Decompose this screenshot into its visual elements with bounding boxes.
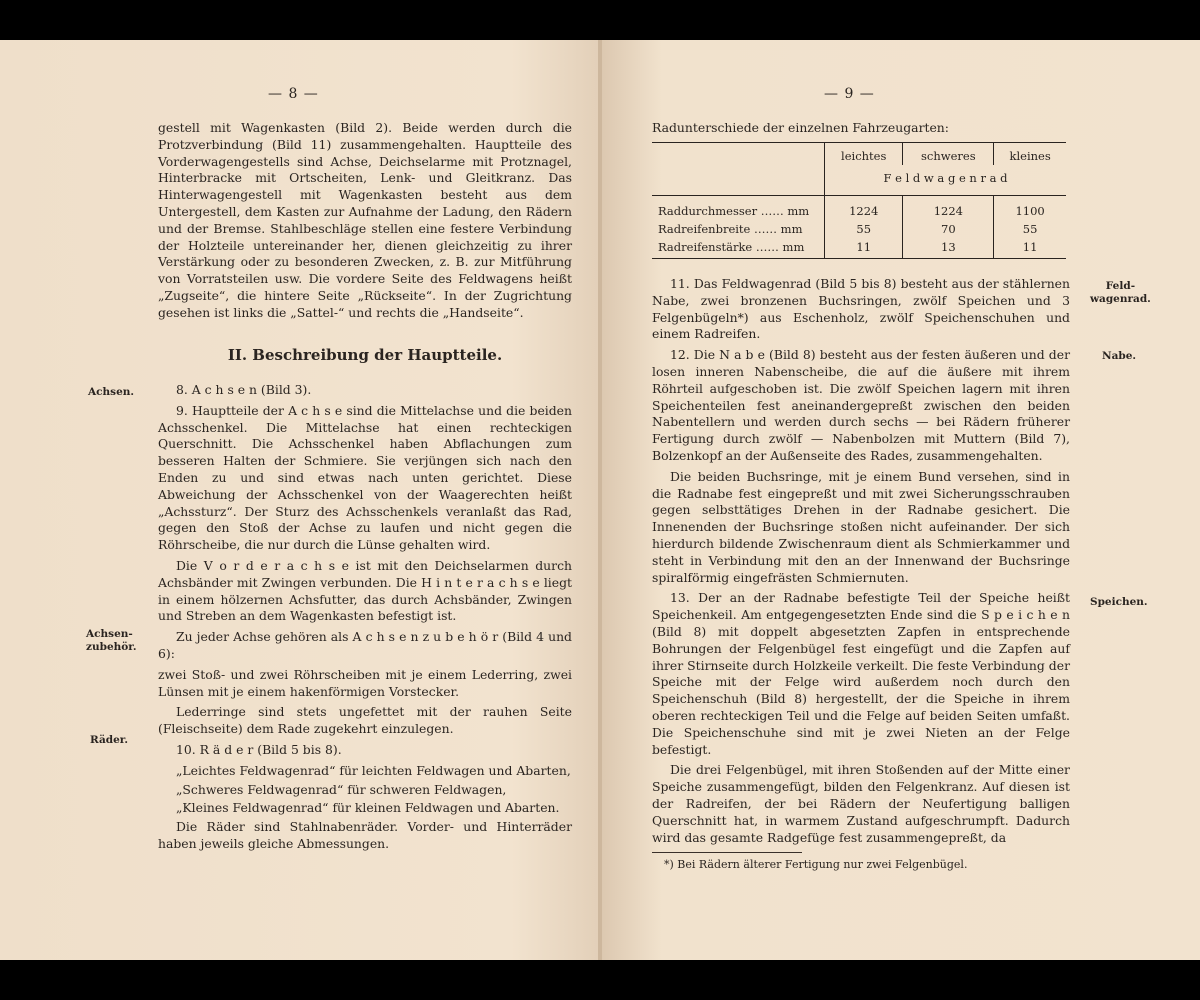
paragraph-lederringe: Lederringe sind stets ungefettet mit der rauhen Seite (Fleischseite) dem Rade zugekehrt einzulegen. [158, 704, 572, 737]
intro-paragraph: gestell mit Wagenkasten (Bild 2). Beide werden durch die Protzverbindung (Bild 11) zusammengehalten. Hauptteile des Vorderwagengestells sind Achse, Deichselarme mit Protznagel, Hinterbracke mit Ortscheiten, Lenk- und Gleitkranz. Das Hinterwagengestell mit Wagenkasten besteht aus dem Untergestell, dem Kasten zur Aufnahme der Ladung, den Rädern und der Bremse. Stahlbeschläge stellen eine festere Verbindung der Holzteile untereinander her, dienen gleichzeitig zu ihrer Verstärkung oder zu besonderen Zwecken, z. B. zur Mitführung von Vorratsteilen usw. Die vordere Seite des Feldwagens heißt „Zugseite“, die hintere Seite „Rückseite“. In der Zugrichtung gesehen ist links die „Sattel-“ und rechts die „Handseite“. [158, 120, 572, 320]
margin-note-zubehoer: Achsen- zubehör. [86, 628, 137, 653]
margin-note-feldwagenrad: Feld- wagenrad. [1090, 280, 1151, 305]
bottom-black-border [0, 960, 1200, 1000]
table-cell: 1224 [903, 196, 994, 221]
table-cell: 55 [994, 220, 1066, 238]
left-page-number: — 8 — [268, 86, 319, 102]
table-row [652, 196, 1066, 221]
group-header: F e l d w a g e n r a d [825, 165, 1067, 196]
paragraph-8: 8. A c h s e n (Bild 3). [176, 382, 312, 397]
wheel-dimensions-table [652, 142, 1066, 259]
margin-note-achsen: Achsen. [88, 386, 135, 398]
list-item: „Schweres Feldwagenrad“ für schweren Feldwagen, [176, 781, 507, 797]
paragraph-10: 10. R ä d e r (Bild 5 bis 8). [176, 741, 342, 757]
left-intro-text [158, 120, 572, 326]
paragraph-12: 12. Die N a b e (Bild 8) besteht aus der festen äußeren und der losen inneren Nabenscheibe, die auf die äußere mit ihrem Röhrteil aufgeschoben ist. Die zwölf Speichen lagern mit ihren Speichenteilen fest aneinandergepreßt zwischen den beiden Nabentellern und werden durch sechs — bei Rädern früherer Fertigung durch zwölf — Nabenbolzen mit Muttern (Bild 7), Bolzenkopf an der Außenseite des Rades, zusammengehalten. [652, 347, 1070, 463]
footnote-rule [652, 852, 802, 853]
table-cell: 13 [903, 238, 994, 259]
table-group-row [652, 165, 1066, 196]
book-spread [0, 40, 1200, 960]
row-label: Radreifenstärke …… mm [658, 240, 805, 254]
paragraph-vorderachse: Die V o r d e r a c h s e ist mit den Deichselarmen durch Achsbänder mit Zwingen verbunden. Die H i n t e r a c h s e liegt in einem hölzernen Achsfutter, das durch Achsbänder, Zwingen und Streben an dem Wagenkasten befestigt ist. [158, 557, 572, 624]
table-row [652, 238, 1066, 259]
table-cell: 55 [825, 220, 903, 238]
paragraph-zubehoer: Zu jeder Achse gehören als A c h s e n z u b e h ö r (Bild 4 und 6): [158, 629, 572, 661]
paragraph-13: 13. Der an der Radnabe befestigte Teil der Speiche heißt Speichenkeil. Am entgegengesetzten Ende sind die S p e i c h e n (Bild 8) mit doppelt abgesetzten Zapfen in entsprechende Bohrungen der Felgenbügel fest eingefügt und die Zapfen auf ihrer Stirnseite durch Holzkeile verkeilt. Die feste Verbindung der Speiche mit der Felge wird außerdem noch durch den Speichenschuh (Bild 8) hergestellt, der die Speiche in ihrem oberen rechteckigen Teil und die Felge auf beiden Seiten umfaßt. Die Speichenschuhe sind mit je zwei Nieten an der Felge befestigt. [652, 590, 1070, 757]
paragraph-buchsringe: Die beiden Buchsringe, mit je einem Bund versehen, sind in die Radnabe fest eingepreßt und mit zwei Sicherungsschrauben gegen selbsttätiges Drehen in der Radnabe gesichert. Die Innenenden der Buchsringe stoßen nicht aufeinander. Der sich hierdurch bildende Zwischenraum dient als Schmierkammer und steht in Verbindung mit den an der Innenwand der Buchsringe spiralförmig eingefrästen Schmiernuten. [652, 468, 1070, 585]
paragraph-raeder: Die Räder sind Stahlnabenräder. Vorder- und Hinterräder haben jeweils gleiche Abmessungen. [158, 819, 572, 851]
table-corner-cell [652, 143, 825, 166]
table-title: Radunterschiede der einzelnen Fahrzeugarten: [652, 120, 949, 135]
paragraph-scheiben: zwei Stoß- und zwei Röhrscheiben mit je einem Lederring, zwei Lünsen mit je einem hakenförmigen Vorstecker. [158, 666, 572, 699]
left-page [0, 40, 602, 960]
col-header: schweres [903, 143, 994, 166]
table-row [652, 220, 1066, 238]
table-cell: 1224 [825, 196, 903, 221]
col-header: kleines [994, 143, 1066, 166]
list-item: „Leichtes Feldwagenrad“ für leichten Feldwagen und Abarten, [176, 762, 571, 778]
margin-note-nabe: Nabe. [1102, 350, 1137, 362]
right-page-number: — 9 — [824, 86, 875, 102]
table-cell: 1100 [994, 196, 1066, 221]
margin-note-raeder: Räder. [90, 734, 129, 746]
margin-note-speichen: Speichen. [1090, 596, 1148, 608]
paragraph-felgenbuegel: Die drei Felgenbügel, mit ihren Stoßenden auf der Mitte einer Speiche zusammengefügt, bilden den Felgenkranz. Auf diesen ist der Radreifen, der bei Rädern der Neufertigung balligen Querschnitt hat, in warmem Zustand aufgeschrumpft. Dadurch wird das gesamte Radgefüge fest zusammengepreßt, da [652, 762, 1070, 845]
row-label: Radreifenbreite …… mm [658, 222, 803, 236]
footnote: *) Bei Rädern älterer Fertigung nur zwei Felgenbügel. [664, 858, 968, 871]
section-heading: II. Beschreibung der Hauptteile. [227, 346, 503, 364]
table-cell: 11 [994, 238, 1066, 259]
top-black-border [0, 0, 1200, 40]
list-item: „Kleines Feldwagenrad“ für kleinen Feldwagen und Abarten. [176, 800, 560, 816]
paragraph-9: 9. Hauptteile der A c h s e sind die Mittelachse und die beiden Achsschenkel. Die Mittelachse hat einen rechteckigen Querschnitt. Die Achsschenkel haben Abflachungen zum besseren Halten der Schmiere. Sie verjüngen sich nach den Enden zu und sind etwas nach unten gerichtet. Diese Abweichung der Achsschenkel von der Waagerechten heißt „Achssturz“. Der Sturz des Achsschenkels veranlaßt das Rad, gegen den Stoß der Achse zu laufen und nicht gegen die Röhrscheibe, die nur durch die Lünse gehalten wird. [158, 402, 572, 553]
table-cell: 11 [825, 238, 903, 259]
table-cell: 70 [903, 220, 994, 238]
right-page [602, 40, 1200, 960]
table-header-row [652, 143, 1066, 166]
right-body-text [652, 276, 1070, 850]
left-body-text [158, 382, 572, 857]
col-header: leichtes [825, 143, 903, 166]
row-label: Raddurchmesser …… mm [658, 204, 810, 218]
paragraph-11: 11. Das Feldwagenrad (Bild 5 bis 8) besteht aus der stählernen Nabe, zwei bronzenen Buchsringen, zwölf Speichen und 3 Felgenbügeln*) aus Eschenholz, zwölf Speichenschuhen und einem Radreifen. [652, 276, 1070, 342]
table-corner-cell [652, 165, 825, 196]
